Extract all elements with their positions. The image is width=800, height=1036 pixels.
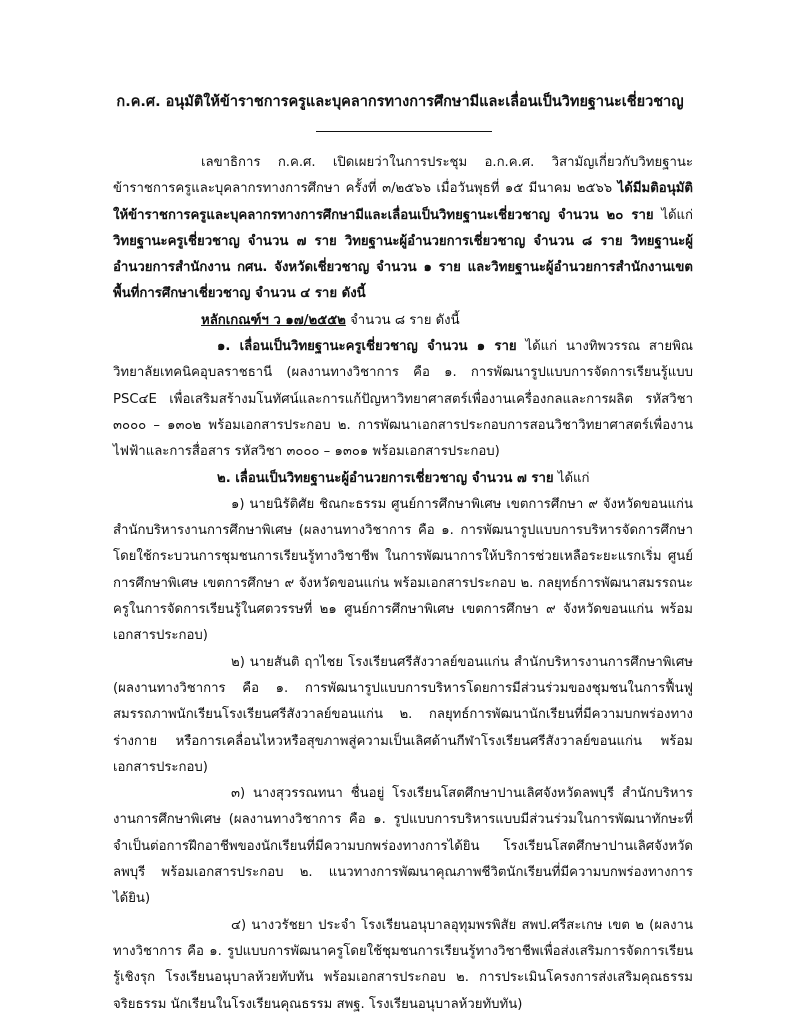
list-item: ๒) นายสันติ ฤาไชย โรงเรียนศรีสังวาลย์ขอนแก่น สำนักบริหารงานการศึกษาพิเศษ (ผลงานทางวิชาการ คือ ๑. การพัฒนารูปแบบการบริหารโดยการมีส่วนร่วมของชุมชนในการฟื้นฟูสมรรถภาพนักเรียนโรงเรียนศรีสังวาลย์ขอนแก่น ๒. กลยุทธ์การพัฒนานักเรียนที่มีความบกพร่องทางร่างกาย หรือการเคลื่อนไหวหรือสุขภาพสู่ความเป็นเลิศด้านกีฬาโรงเรียนศรีสังวาลย์ขอนแก่น พร้อมเอกสารประกอบ): [113, 654, 693, 775]
document-body: [113, 150, 693, 1018]
intro-bold-text: ได้มีมติอนุมัติให้ข้าราชการครูและบุคลากรทางการศึกษามีและเลื่อนเป็นวิทยฐานะเชี่ยวชาญ จำนวน ๒๐ ราย: [113, 181, 693, 223]
intro-text-2: ได้แก่: [653, 207, 694, 223]
intro-paragraph: [113, 150, 693, 308]
section-1-heading: ๑. เลื่อนเป็นวิทยฐานะครูเชี่ยวชาญ จำนวน ๑ ราย: [217, 339, 517, 355]
section-2-heading: ๒. เลื่อนเป็นวิทยฐานะผู้อำนวยการเชี่ยวชาญ จำนวน ๗ ราย: [217, 470, 554, 486]
title-divider: [316, 131, 492, 132]
criteria-count: จำนวน ๘ ราย ดังนี้: [345, 312, 460, 328]
section-1-text: ได้แก่ นางทิพวรรณ สายพิณ วิทยาลัยเทคนิคอุบลราชธานี (ผลงานทางวิชาการ คือ ๑. การพัฒนารูปแบบการจัดการเรียนรู้แบบ PSC๔E เพื่อเสริมสร้างมโนทัศน์และการแก้ปัญหาวิทยาศาสตร์เพื่องานเครื่องกลและการผลิต รหัสวิชา ๓๐๐๐ – ๑๓๐๒ พร้อมเอกสารประกอบ ๒. การพัฒนาเอกสารประกอบการสอนวิชาวิทยาศาสตร์เพื่องานไฟฟ้าและการสื่อสาร รหัสวิชา ๓๐๐๐ – ๑๓๐๑ พร้อมเอกสารประกอบ): [113, 339, 693, 460]
criteria-heading: หลักเกณฑ์ฯ ว ๑๗/๒๕๕๒: [201, 312, 346, 328]
intro-bold-text-2: วิทยฐานะครูเชี่ยวชาญ จำนวน ๗ ราย วิทยฐานะผู้อำนวยการเชี่ยวชาญ จำนวน ๘ ราย วิทยฐานะผู้อำนวยการสำนักงาน กศน. จังหวัดเชี่ยวชาญ จำนวน ๑ ราย และวิทยฐานะผู้อำนวยการสำนักงานเขตพื้นที่การศึกษาเชี่ยวชาญ จำนวน ๔ ราย ดังนี้: [113, 233, 693, 302]
criteria-line: [113, 308, 693, 334]
list-item: ๔) นางวรัชยา ประจำ โรงเรียนอนุบาลอุทุมพรพิสัย สพป.ศรีสะเกษ เขต ๒ (ผลงานทางวิชาการ คือ ๑. รูปแบบการพัฒนาครูโดยใช้ชุมชนการเรียนรู้ทางวิชาชีพเพื่อส่งเสริมการจัดการเรียนรู้เชิงรุก โรงเรียนอนุบาลห้วยทับทัน พร้อมเอกสารประกอบ ๒. การประเมินโครงการส่งเสริมคุณธรรม จริยธรรม นักเรียนในโรงเรียนคุณธรรม สพฐ. โรงเรียนอนุบาลห้วยทับทัน): [113, 917, 693, 1012]
list-item: ๑) นายนิรัติศัย ชิณกะธรรม ศูนย์การศึกษาพิเศษ เขตการศึกษา ๙ จังหวัดขอนแก่น สำนักบริหารงานการศึกษาพิเศษ (ผลงานทางวิชาการ คือ ๑. การพัฒนารูปแบบการบริหารจัดการศึกษาโดยใช้กระบวนการชุมชนการเรียนรู้ทางวิชาชีพ ในการพัฒนาการให้บริการช่วยเหลือระยะแรกเริ่ม ศูนย์การศึกษาพิเศษ เขตการศึกษา ๙ จังหวัดขอนแก่น พร้อมเอกสารประกอบ ๒. กลยุทธ์การพัฒนาสมรรถนะครูในการจัดการเรียนรู้ในศตวรรษที่ ๒๑ ศูนย์การศึกษาพิเศษ เขตการศึกษา ๙ จังหวัดขอนแก่น พร้อมเอกสารประกอบ): [113, 496, 693, 644]
section-2-heading-line: [113, 466, 693, 492]
document-title: ก.ค.ศ. อนุมัติให้ข้าราชการครูและบุคลากรทางการศึกษามีและเลื่อนเป็นวิทยฐานะเชี่ยวชาญ: [116, 94, 684, 110]
section-1: [113, 334, 693, 465]
section-2-suffix: ได้แก่: [553, 470, 590, 486]
intro-text: เลขาธิการ ก.ค.ศ. เปิดเผยว่าในการประชุม อ.ก.ค.ศ. วิสามัญเกี่ยวกับวิทยฐานะข้าราชการครูและบุคลากรทางการศึกษา ครั้งที่ ๓/๒๕๖๖ เมื่อวันพุธที่ ๑๕ มีนาคม ๒๕๖๖: [113, 155, 693, 197]
list-item: ๓) นางสุวรรณทนา ชื่นอยู่ โรงเรียนโสตศึกษาปานเลิศจังหวัดลพบุรี สำนักบริหารงานการศึกษาพิเศษ (ผลงานทางวิชาการ คือ ๑. รูปแบบการบริหารแบบมีส่วนร่วมในการพัฒนาทักษะที่จำเป็นต่อการฝึกอาชีพของนักเรียนที่มีความบกพร่องทางการได้ยิน โรงเรียนโสตศึกษาปานเลิศจังหวัดลพบุรี พร้อมเอกสารประกอบ ๒. แนวทางการพัฒนาคุณภาพชีวิตนักเรียนที่มีความบกพร่องทางการได้ยิน): [113, 786, 693, 907]
